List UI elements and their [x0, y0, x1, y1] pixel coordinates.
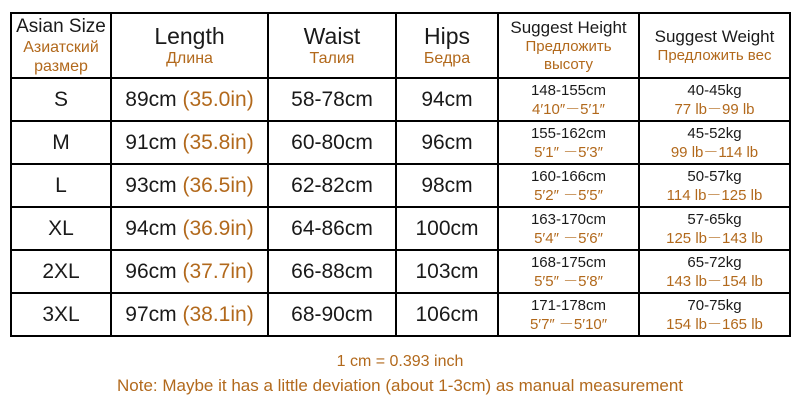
conversion-note: 1 cm = 0.393 inch — [336, 353, 464, 370]
height-cell — [498, 293, 639, 336]
header-row — [11, 13, 790, 78]
height-ft: 5′1″ －5′3″ — [534, 143, 603, 161]
length-cm: 94cm — [125, 216, 177, 240]
height-cell — [498, 250, 639, 293]
length-in: (35.8in) — [182, 130, 254, 154]
length-cm: 96cm — [125, 259, 177, 283]
length-cell — [111, 164, 268, 207]
weight-kg: 40-45kg — [687, 81, 742, 99]
length-in: (38.1in) — [182, 302, 254, 326]
size-cell: 2XL — [11, 250, 111, 293]
header-length-en: Length — [154, 23, 225, 49]
size-cell: XL — [11, 207, 111, 250]
hips-cell: 103cm — [396, 250, 498, 293]
height-cell — [498, 207, 639, 250]
weight-kg: 57-65kg — [687, 210, 742, 228]
length-cm: 91cm — [125, 130, 177, 154]
weight-lb: 143 lb－154 lb — [666, 272, 763, 290]
size-chart-table — [10, 12, 791, 337]
table-row-s — [11, 78, 790, 121]
length-cell — [111, 293, 268, 336]
header-waist — [268, 13, 396, 78]
weight-cell — [639, 78, 790, 121]
header-waist-ru: Талия — [309, 50, 355, 67]
waist-cell: 58-78cm — [268, 78, 396, 121]
height-cm: 171-178cm — [530, 296, 607, 314]
weight-lb: 154 lb－165 lb — [666, 315, 763, 333]
length-cm: 97cm — [125, 302, 177, 326]
length-cell — [111, 121, 268, 164]
header-length-ru: Длина — [166, 50, 213, 67]
table-row-3xl — [11, 293, 790, 336]
hips-cell: 106cm — [396, 293, 498, 336]
hips-cell: 96cm — [396, 121, 498, 164]
height-ft: 5′7″ －5′10″ — [529, 315, 608, 333]
length-cm: 93cm — [125, 173, 177, 197]
weight-kg: 50-57kg — [687, 167, 742, 185]
size-cell: 3XL — [11, 293, 111, 336]
height-cm: 155-162cm — [530, 124, 607, 142]
table-row-l — [11, 164, 790, 207]
hips-cell: 100cm — [396, 207, 498, 250]
size-cell: L — [11, 164, 111, 207]
weight-lb: 114 lb－125 lb — [666, 186, 763, 204]
header-asian-size — [11, 13, 111, 78]
table-row-2xl — [11, 250, 790, 293]
weight-kg: 70-75kg — [687, 296, 742, 314]
height-ft: 5′5″ －5′8″ — [534, 272, 603, 290]
weight-lb: 125 lb－143 lb — [666, 229, 763, 247]
hips-cell: 98cm — [396, 164, 498, 207]
weight-cell — [639, 250, 790, 293]
header-suggest-weight — [639, 13, 790, 78]
size-cell: S — [11, 78, 111, 121]
hips-cell: 94cm — [396, 78, 498, 121]
waist-cell: 60-80cm — [268, 121, 396, 164]
height-ft: 4′10″－5′1″ — [532, 100, 605, 118]
waist-cell: 64-86cm — [268, 207, 396, 250]
height-cell — [498, 121, 639, 164]
header-suggest-height-en: Suggest Height — [510, 18, 627, 37]
header-asian-size-en: Asian Size — [16, 16, 106, 37]
height-ft: 5′2″ －5′5″ — [534, 186, 603, 204]
length-cm: 89cm — [125, 87, 177, 111]
header-suggest-height — [498, 13, 639, 78]
footer-notes — [0, 351, 800, 399]
size-cell: M — [11, 121, 111, 164]
height-cm: 168-175cm — [530, 253, 607, 271]
header-hips-ru: Бедра — [423, 50, 471, 67]
header-waist-en: Waist — [303, 23, 361, 49]
height-ft: 5′4″ －5′6″ — [534, 229, 603, 247]
weight-cell — [639, 293, 790, 336]
length-in: (36.5in) — [182, 173, 254, 197]
weight-kg: 65-72kg — [687, 253, 742, 271]
length-in: (36.9in) — [182, 216, 254, 240]
header-length — [111, 13, 268, 78]
height-cm: 160-166cm — [530, 167, 607, 185]
weight-lb: 99 lb－114 lb — [670, 143, 759, 161]
waist-cell: 66-88cm — [268, 250, 396, 293]
length-in: (37.7in) — [182, 259, 254, 283]
weight-lb: 77 lb－99 lb — [674, 100, 755, 118]
weight-cell — [639, 164, 790, 207]
table-row-m — [11, 121, 790, 164]
header-asian-size-ru: Азиатский размер — [23, 39, 99, 75]
table-row-xl — [11, 207, 790, 250]
measurement-note: Note: Maybe it has a little deviation (about 1-3cm) as manual measurement — [117, 376, 683, 395]
header-suggest-height-ru: Предложить высоту — [525, 38, 612, 73]
length-cell — [111, 250, 268, 293]
header-hips — [396, 13, 498, 78]
length-cell — [111, 207, 268, 250]
waist-cell: 62-82cm — [268, 164, 396, 207]
header-suggest-weight-ru: Предложить вес — [657, 47, 772, 64]
height-cell — [498, 164, 639, 207]
height-cm: 148-155cm — [530, 81, 607, 99]
waist-cell: 68-90cm — [268, 293, 396, 336]
header-suggest-weight-en: Suggest Weight — [654, 27, 775, 46]
length-in: (35.0in) — [182, 87, 254, 111]
weight-kg: 45-52kg — [687, 124, 742, 142]
weight-cell — [639, 121, 790, 164]
header-hips-en: Hips — [423, 23, 470, 49]
height-cm: 163-170cm — [530, 210, 607, 228]
height-cell — [498, 78, 639, 121]
weight-cell — [639, 207, 790, 250]
length-cell — [111, 78, 268, 121]
